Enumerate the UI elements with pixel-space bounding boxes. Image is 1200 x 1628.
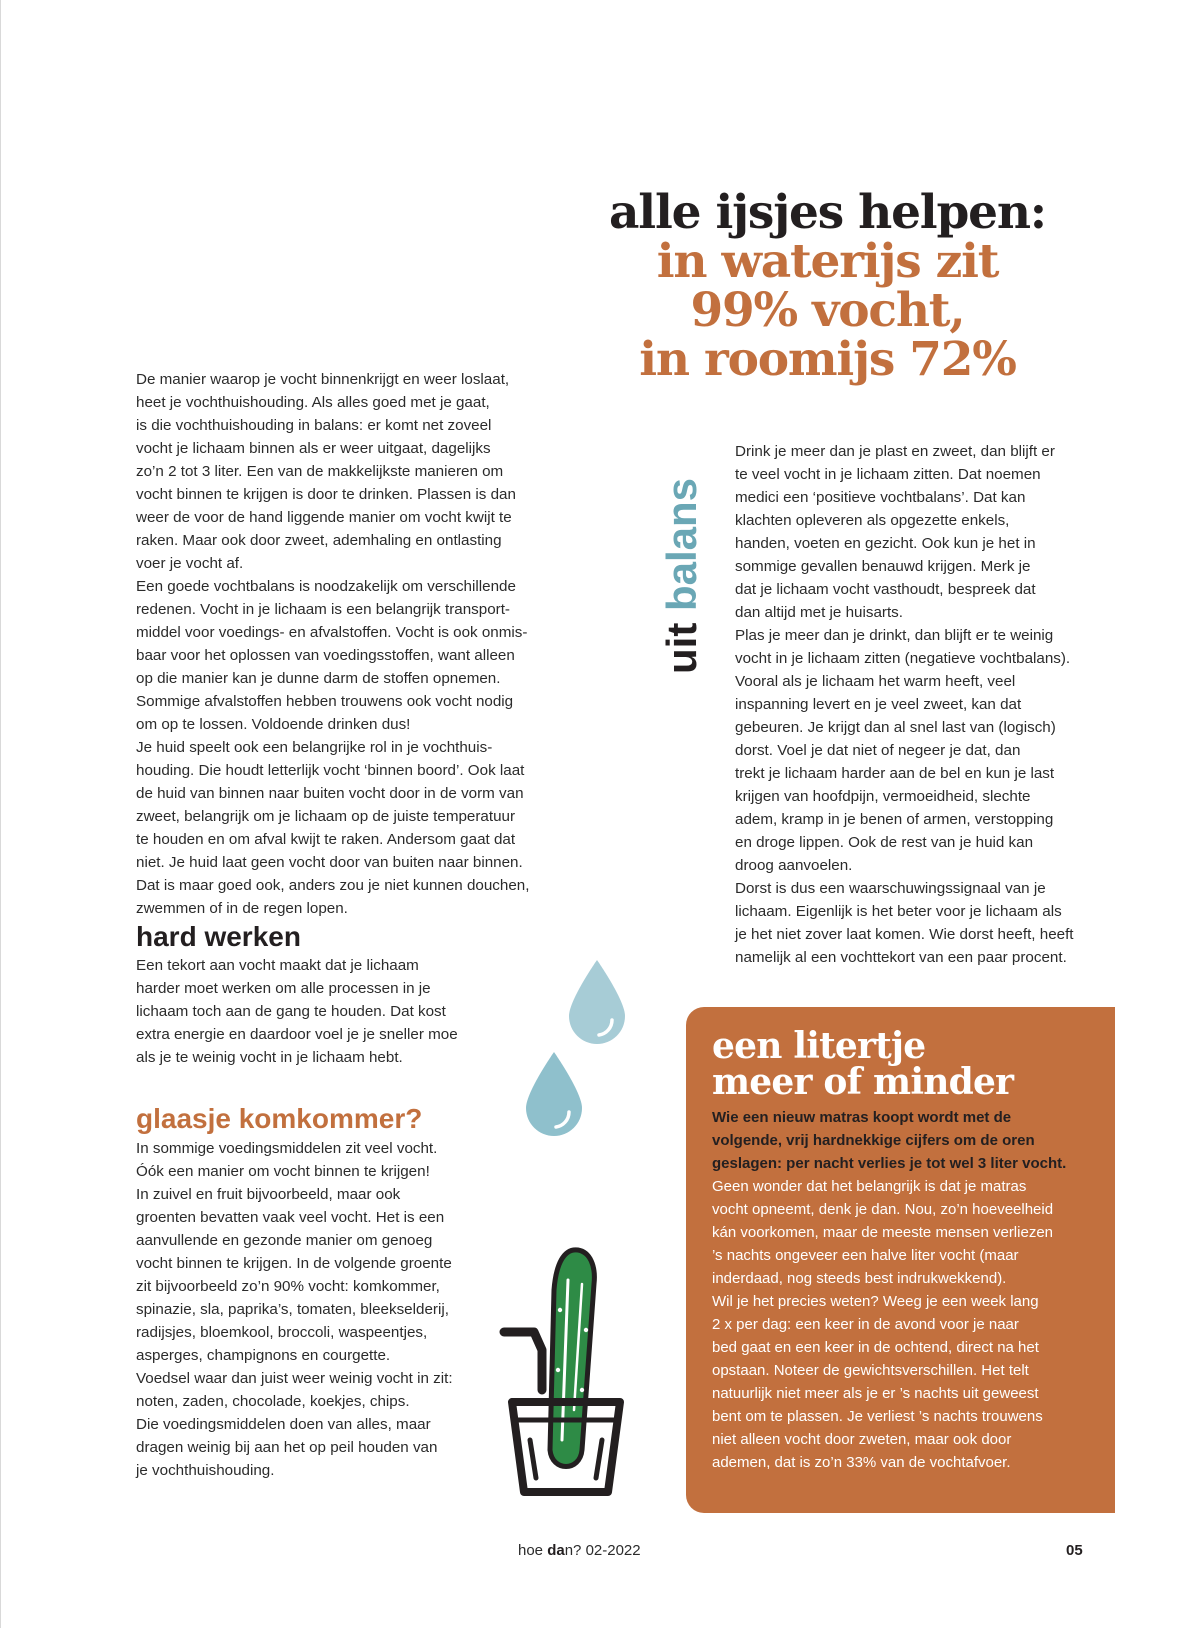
vertical-label-dark: uit (658, 622, 705, 674)
uit-balans-label (660, 478, 704, 674)
box-title-line: een litertje (712, 1025, 926, 1067)
cucumber-in-glass-icon (498, 1240, 634, 1502)
pull-quote-line: 99% vocht, (690, 283, 965, 338)
vertical-label-teal: balans (658, 477, 705, 612)
page-edge (0, 0, 1, 1628)
footer-issue: n? 02-2022 (564, 1542, 641, 1559)
box-lead: Wie een nieuw matras koopt wordt met de volgende, vrij hardnekkige cijfers om de oren geslagen: per nacht verlies je tot wel 3 liter vocht. (712, 1109, 1067, 1172)
pull-quote-line: in roomijs 72% (639, 332, 1016, 387)
section-heading: hard werken (136, 921, 301, 952)
hard-werken-text: Een tekort aan vocht maakt dat je lichaam harder moet werken om alle processen in je lichaam toch aan de gang te houden. Dat kost extra energie en daardoor voel je je sneller moe als je te weinig vocht in je lichaam hebt. (136, 957, 458, 1066)
footer-magazine (518, 1542, 641, 1559)
water-drop-icon (523, 1050, 585, 1138)
hard-werken-section (136, 921, 566, 1069)
pull-quote-line: in waterijs zit (656, 234, 999, 289)
uit-balans-text: Drink je meer dan je plast en zweet, dan blijft er te veel vocht in je lichaam zitten. Dat noemen medici een ‘positieve vochtbalans’. Dat kan klachten opleveren als opgezette enkels, handen, voeten en gezicht. Ook kun je het in sommige gevallen benauwd krijgen. Merk je dat je lichaam vocht vasthoudt, bespreek dat dan altijd met je huisarts. Plas je meer dan je drinkt, dan blijft er te weinig vocht in je lichaam zitten (negatieve vochtbalans). Vooral als je lichaam het warm heeft, veel inspanning levert en je veel zweet, kan dat gebeuren. Je krijgt dan al snel last van (logisch) dorst. Voel je dat niet of negeer je dat, dan trekt je lichaam harder aan de bel en kun je last krijgen van hoofdpijn, vermoeidheid, slechte adem, kramp in je benen of armen, verstopping en droge lippen. Ook de rest van je huid kan droog aanvoelen. Dorst is dus een waarschuwingssignaal van je lichaam. Eigenlijk is het beter voor je lichaam als je het niet zover laat komen. Wie dorst heeft, heeft namelijk al een vochttekort van een paar procent. (735, 443, 1074, 966)
pull-quote-line: alle ijsjes helpen: (609, 185, 1046, 240)
intro-text: De manier waarop je vocht binnenkrijgt en weer loslaat, heet je vochthuishouding. Als alles goed met je gaat, is die vochthuishouding in balans: er komt net zoveel vocht je lichaam binnen als er weer uitgaat, dagelijks zo’n 2 tot 3 liter. Een van de makkelijkste manieren om vocht binnen te krijgen is door te drinken. Plassen is dan weer de voor de hand liggende manier om vocht kwijt te raken. Maar ook door zweet, ademhaling en ontlasting voer je vocht af. Een goede vochtbalans is noodzakelijk om verschillende redenen. Vocht in je lichaam is een belangrijk transport- middel voor voedings- en afvalstoffen. Vocht is ook onmis- baar voor het oplossen van voedingsstoffen, want alleen op die manier kan je dunne darm de stoffen opnemen. Sommige afvalstoffen hebben trouwens ook vocht nodig om op te lossen. Voldoende drinken dus! Je huid speelt ook een belangrijke rol in je vochthuis- houding. Die houdt letterlijk vocht ‘binnen boord’. Ook laat de huid van binnen naar buiten vocht door in de vorm van zweet, belangrijk om je lichaam op de juiste temperatuur te houden en om afval kwijt te raken. Andersom gaat dat niet. Je huid laat geen vocht door van buiten naar binnen. Dat is maar goed ook, anders zou je niet kunnen douchen, zwemmen of in de regen lopen. (136, 371, 530, 917)
footer-bold: da (547, 1542, 565, 1559)
section-heading: glaasje komkommer? (136, 1103, 423, 1134)
komkommer-text: In sommige voedingsmiddelen zit veel vocht. Óók een manier om vocht binnen te krijgen! In zuivel en fruit bijvoorbeeld, maar ook groenten bevatten vaak veel vocht. Het is een aanvullende en gezonde manier om genoeg vocht binnen te krijgen. In de volgende groente zit bijvoorbeeld zo’n 90% vocht: komkommer, spinazie, sla, paprika’s, tomaten, bleekselderij, radijsjes, bloemkool, broccoli, waspeentjes, asperges, champignons en courgette. Voedsel waar dan juist weer weinig vocht in zit: noten, zaden, chocolade, koekjes, chips. Die voedingsmiddelen doen van alles, maar dragen weinig bij aan het op peil houden van je vochthuishouding. (136, 1140, 453, 1479)
pull-quote (600, 185, 1055, 387)
intro-section (136, 368, 566, 920)
box-title (712, 1025, 1102, 1103)
box-text (712, 1106, 1100, 1474)
water-drop-icon (566, 958, 628, 1046)
box-body: Geen wonder dat het belangrijk is dat je matras vocht opneemt, denk je dan. Nou, zo’n hoeveelheid kán voorkomen, maar de meeste mensen verliezen ’s nachts ongeveer een halve liter vocht (maar inderdaad, nog steeds best indrukwekkend). Wil je het precies weten? Weeg je een week lang 2 x per dag: een keer in de avond voor je naar bed gaat en een keer in de ochtend, direct na het opstaan. Noteer de gewichtsverschillen. Het telt natuurlijk niet meer als je er ’s nachts uit geweest bent om te plassen. Je verliest ’s nachts trouwens niet alleen vocht door zweten, maar ook door ademen, dat is zo’n 33% van de vochtafvoer. (712, 1178, 1054, 1471)
box-title-line: meer of minder (712, 1061, 1014, 1103)
uit-balans-section (735, 440, 1095, 969)
footer-prefix: hoe (518, 1542, 548, 1559)
page-number: 05 (1066, 1542, 1083, 1559)
